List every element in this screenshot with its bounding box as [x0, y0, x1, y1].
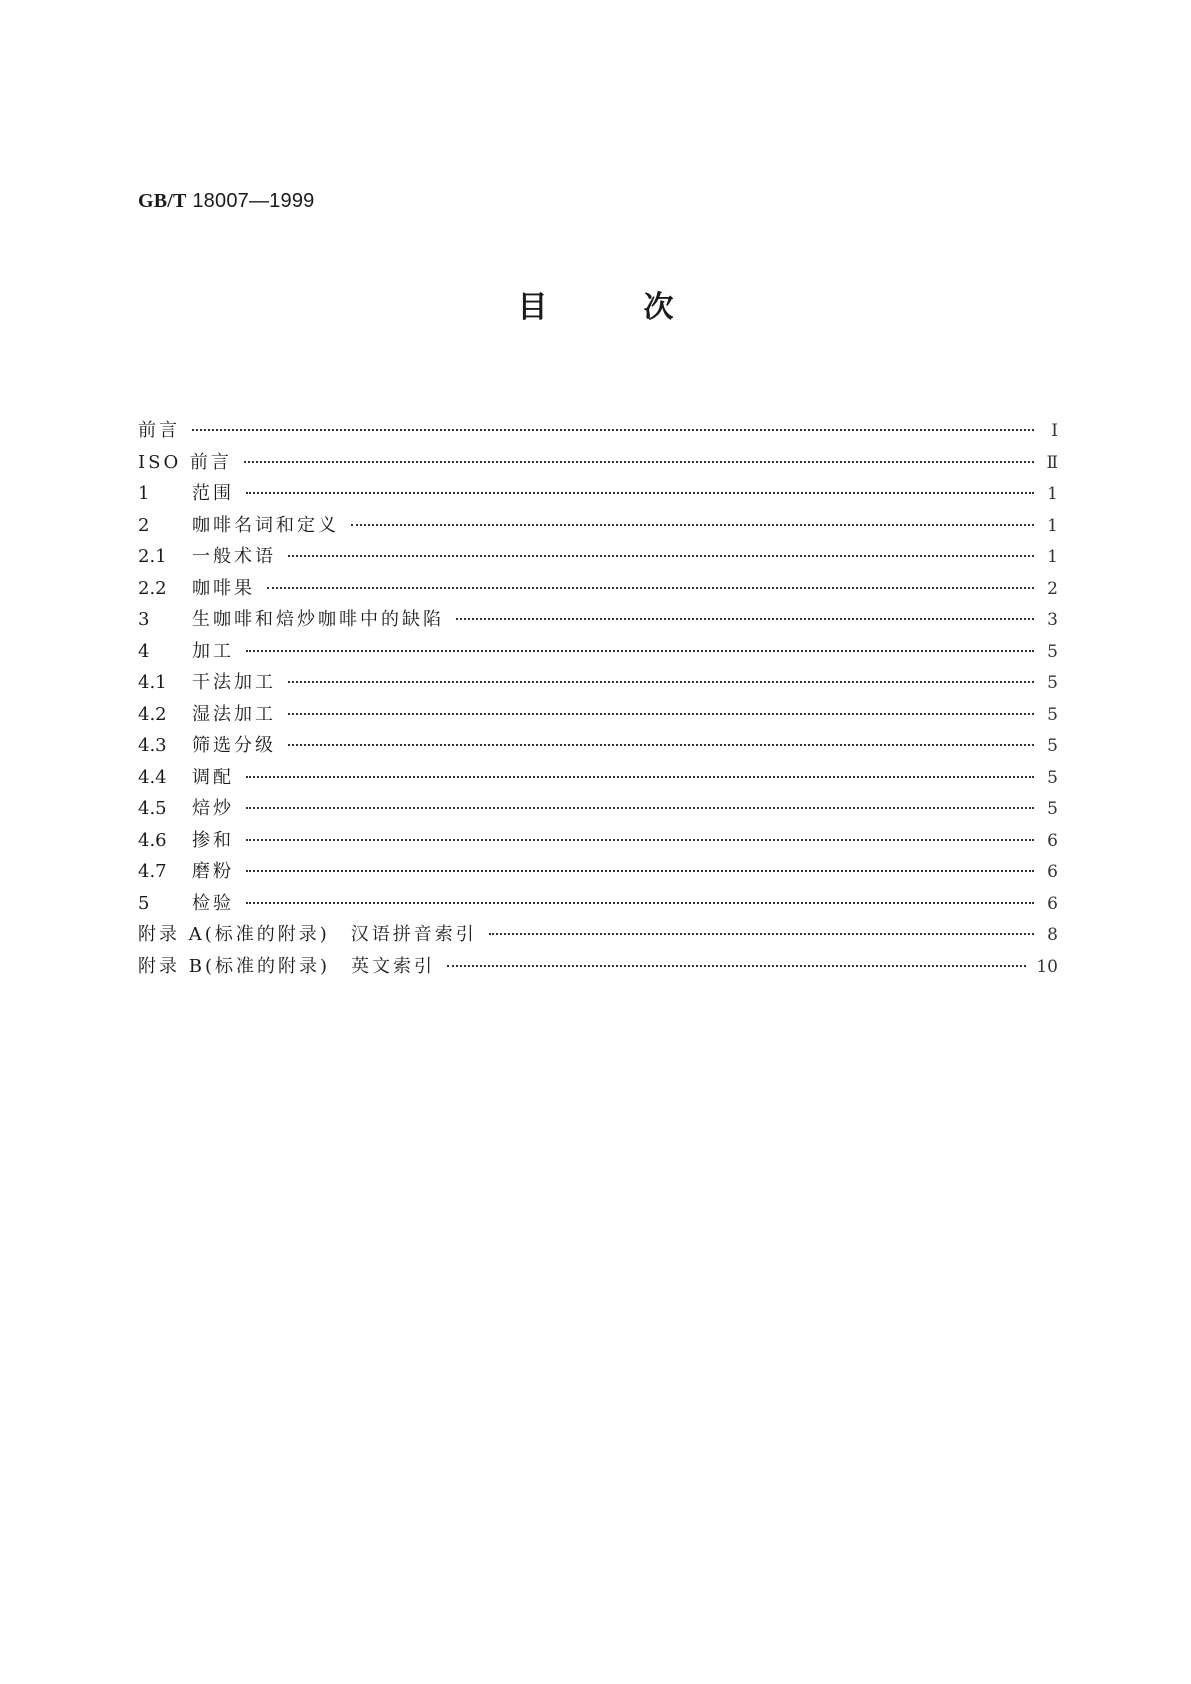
- toc-dot-leader: [246, 839, 1034, 841]
- toc-entry-label: 范围: [192, 483, 234, 504]
- toc-dot-leader: [246, 492, 1034, 494]
- toc-entry-label: ISO 前言: [138, 451, 232, 473]
- toc-dot-leader: [246, 870, 1034, 872]
- toc-entry-page: 5: [1047, 704, 1058, 725]
- toc-entry-label: 前言: [138, 420, 180, 441]
- toc-entry[interactable]: [138, 605, 1058, 637]
- toc-entry[interactable]: [138, 763, 1058, 795]
- toc-entry-page: 1: [1047, 515, 1058, 536]
- toc-dot-leader: [447, 965, 1026, 967]
- toc-dot-leader: [244, 461, 1034, 463]
- toc-entry-number: 4.3: [138, 735, 167, 756]
- toc-entry-number: 4.6: [138, 829, 167, 851]
- toc-entry-number: 5: [138, 892, 150, 914]
- toc-entry-page: 5: [1047, 767, 1058, 788]
- toc-entry[interactable]: [138, 920, 1058, 952]
- toc-entry-page: 8: [1047, 925, 1058, 945]
- toc-entry[interactable]: [138, 637, 1058, 669]
- toc-entry-label: 附录 A(标准的附录) 汉语拼音索引: [138, 924, 477, 945]
- toc-entry-page: 1: [1047, 547, 1058, 567]
- toc-entry-label: 一般术语: [192, 546, 276, 567]
- toc-dot-leader: [267, 587, 1034, 589]
- toc-entry-number: 2.2: [138, 577, 167, 599]
- toc-entry-label: 湿法加工: [192, 703, 276, 725]
- toc-entry-label: 检验: [192, 892, 234, 914]
- toc-entry[interactable]: [138, 826, 1058, 858]
- toc-entry-label: 附录 B(标准的附录) 英文索引: [138, 955, 435, 977]
- toc-entry-page: 5: [1047, 736, 1058, 756]
- toc-entry-number: 4.5: [138, 798, 167, 819]
- toc-entry[interactable]: [138, 542, 1058, 574]
- toc-dot-leader: [246, 902, 1034, 904]
- toc-dot-leader: [456, 618, 1034, 620]
- table-of-contents: [138, 416, 1058, 983]
- toc-entry-number: 3: [138, 609, 150, 630]
- toc-entry-number: 4.4: [138, 766, 167, 788]
- toc-entry-label: 加工: [192, 640, 234, 662]
- toc-entry[interactable]: [138, 857, 1058, 889]
- toc-entry-label: 筛选分级: [192, 735, 276, 756]
- toc-entry-number: 4.2: [138, 703, 167, 725]
- toc-entry-label: 磨粉: [192, 861, 234, 882]
- toc-entry-page: 5: [1047, 799, 1058, 819]
- toc-entry-page: 2: [1047, 578, 1058, 599]
- page-title: 目次: [517, 290, 770, 325]
- toc-entry-label: 焙炒: [192, 798, 234, 819]
- toc-entry-number: 1: [138, 483, 150, 504]
- toc-entry-label: 咖啡名词和定义: [192, 514, 339, 536]
- toc-dot-leader: [288, 713, 1034, 715]
- toc-dot-leader: [288, 744, 1034, 746]
- toc-entry-page: 6: [1047, 830, 1058, 851]
- toc-dot-leader: [288, 681, 1034, 683]
- toc-entry-number: 2.1: [138, 546, 167, 567]
- document-code-prefix: GB/T: [138, 190, 187, 212]
- toc-entry-page: 5: [1047, 673, 1058, 693]
- toc-dot-leader: [351, 524, 1034, 526]
- toc-entry-label: 掺和: [192, 829, 234, 851]
- toc-dot-leader: [246, 650, 1034, 652]
- toc-entry-label: 调配: [192, 766, 234, 788]
- toc-entry-page: 6: [1047, 862, 1058, 882]
- toc-entry[interactable]: [138, 416, 1058, 448]
- toc-dot-leader: [489, 933, 1034, 935]
- toc-entry[interactable]: [138, 731, 1058, 763]
- toc-entry[interactable]: [138, 574, 1058, 606]
- toc-entry-page: Ⅱ: [1046, 452, 1058, 473]
- toc-entry[interactable]: [138, 448, 1058, 480]
- toc-entry[interactable]: [138, 700, 1058, 732]
- toc-dot-leader: [192, 429, 1034, 431]
- toc-dot-leader: [246, 776, 1034, 778]
- document-code-number: 18007—1999: [192, 190, 315, 212]
- toc-entry-page: 10: [1036, 956, 1058, 977]
- toc-entry[interactable]: [138, 794, 1058, 826]
- toc-entry-page: 6: [1047, 893, 1058, 914]
- toc-entry[interactable]: [138, 952, 1058, 984]
- toc-entry[interactable]: [138, 479, 1058, 511]
- toc-entry-number: 4.1: [138, 672, 167, 693]
- toc-entry-page: Ⅰ: [1051, 421, 1058, 441]
- toc-entry[interactable]: [138, 511, 1058, 543]
- toc-entry[interactable]: [138, 889, 1058, 921]
- toc-entry[interactable]: [138, 668, 1058, 700]
- toc-entry-label: 生咖啡和焙炒咖啡中的缺陷: [192, 609, 444, 630]
- toc-dot-leader: [246, 807, 1034, 809]
- toc-entry-number: 4: [138, 640, 150, 662]
- toc-entry-page: 3: [1047, 610, 1058, 630]
- toc-entry-number: 4.7: [138, 861, 167, 882]
- toc-dot-leader: [288, 555, 1034, 557]
- toc-entry-label: 干法加工: [192, 672, 276, 693]
- document-code: [138, 190, 314, 213]
- toc-entry-number: 2: [138, 514, 150, 536]
- toc-entry-page: 1: [1047, 484, 1058, 504]
- toc-entry-page: 5: [1047, 641, 1058, 662]
- toc-entry-label: 咖啡果: [192, 577, 255, 599]
